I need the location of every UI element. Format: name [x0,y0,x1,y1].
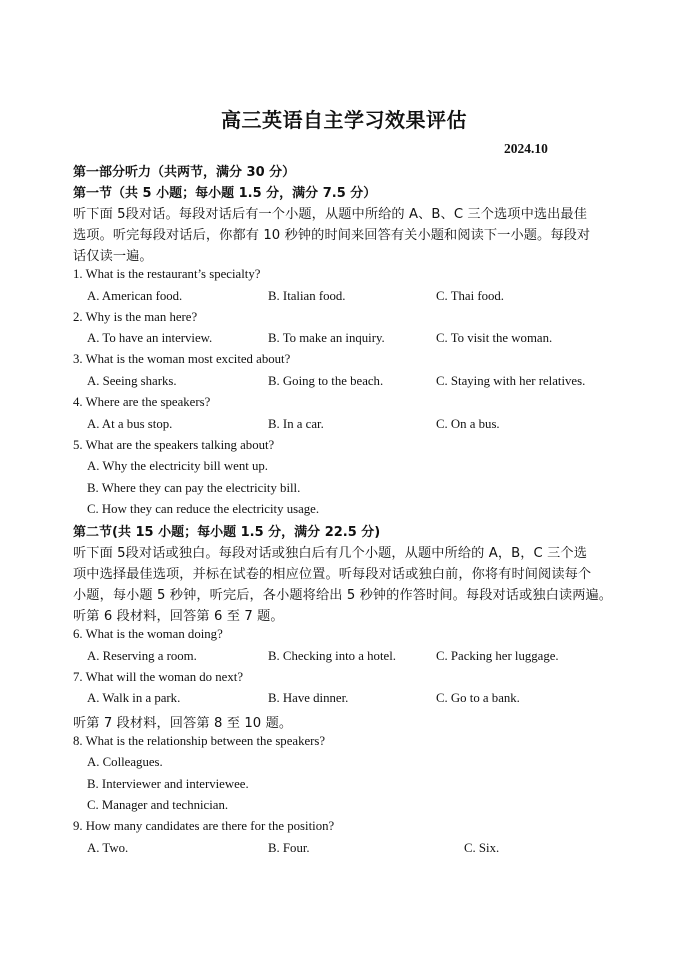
page-title: 高三英语自主学习效果评估 [221,108,467,132]
question-3: 3. What is the woman most excited about? [73,352,291,366]
q1-option-c: C. Thai food. [436,289,505,303]
q8-option-c: C. Manager and technician. [87,798,229,812]
q1-option-b: B. Italian food. [268,289,346,303]
q4-option-c: C. On a bus. [436,417,500,431]
q4-option-b: B. In a car. [268,417,324,431]
q1-option-a: A. American food. [87,289,183,303]
question-9: 9. How many candidates are there for the position? [73,819,335,833]
question-6: 6. What is the woman doing? [73,627,223,641]
question-1: 1. What is the restaurant’s specialty? [73,267,261,281]
q6-option-b: B. Checking into a hotel. [268,649,396,663]
q9-option-a: A. Two. [87,841,129,855]
q3-option-a: A. Seeing sharks. [87,374,177,388]
section2-heading: 第二节(共 15 小题；每小题 1.5 分，满分 22.5 分) [73,525,381,540]
material-7-note: 听第 7 段材料，回答第 8 至 10 题。 [73,716,293,731]
q6-option-c: C. Packing her luggage. [436,649,559,663]
question-4: 4. Where are the speakers? [73,395,211,409]
q3-option-c: C. Staying with her relatives. [436,374,586,388]
question-8: 8. What is the relationship between the speakers? [73,734,326,748]
section1-instructions-line2: 选项。听完每段对话后，你都有 10 秒钟的时间来回答有关小题和阅读下一小题。每段对 [73,228,591,243]
q2-option-b: B. To make an inquiry. [268,331,385,345]
q4-option-a: A. At a bus stop. [87,417,173,431]
q7-option-a: A. Walk in a park. [87,691,181,705]
section2-instructions-line2: 项中选择最佳选项，并标在试卷的相应位置。听每段对话或独白前，你将有时间阅读每个 [73,567,592,582]
q2-option-a: A. To have an interview. [87,331,213,345]
q7-option-c: C. Go to a bank. [436,691,520,705]
q5-option-a: A. Why the electricity bill went up. [87,459,269,473]
q5-option-c: C. How they can reduce the electricity usage. [87,502,320,516]
question-5: 5. What are the speakers talking about? [73,438,275,452]
q3-option-b: B. Going to the beach. [268,374,384,388]
q9-option-c: C. Six. [464,841,500,855]
material-6-note: 听第 6 段材料，回答第 6 至 7 题。 [73,609,284,624]
exam-date: 2024.10 [504,141,548,156]
part1-heading: 第一部分听力（共两节，满分 30 分） [73,165,296,180]
q2-option-c: C. To visit the woman. [436,331,553,345]
q7-option-b: B. Have dinner. [268,691,349,705]
q8-option-b: B. Interviewer and interviewee. [87,777,249,791]
q9-option-b: B. Four. [268,841,310,855]
q5-option-b: B. Where they can pay the electricity bill. [87,481,301,495]
section1-instructions-line1: 听下面 5段对话。每段对话后有一个小题，从题中所给的 A、B、C 三个选项中选出最佳 [73,207,588,222]
section1-heading: 第一节（共 5 小题；每小题 1.5 分，满分 7.5 分） [73,186,377,201]
q8-option-a: A. Colleagues. [87,755,163,769]
section1-instructions-line3: 话仅读一遍。 [73,249,153,264]
question-7: 7. What will the woman do next? [73,670,243,684]
section2-instructions-line1: 听下面 5段对话或独白。每段对话或独白后有几个小题，从题中所给的 A，B，C 三个选 [73,546,588,561]
section2-instructions-line3: 小题，每小题 5 秒钟，听完后，各小题将给出 5 秒钟的作答时间。每段对话或独白读两遍。 [73,588,613,603]
q6-option-a: A. Reserving a room. [87,649,197,663]
question-2: 2. Why is the man here? [73,310,198,324]
